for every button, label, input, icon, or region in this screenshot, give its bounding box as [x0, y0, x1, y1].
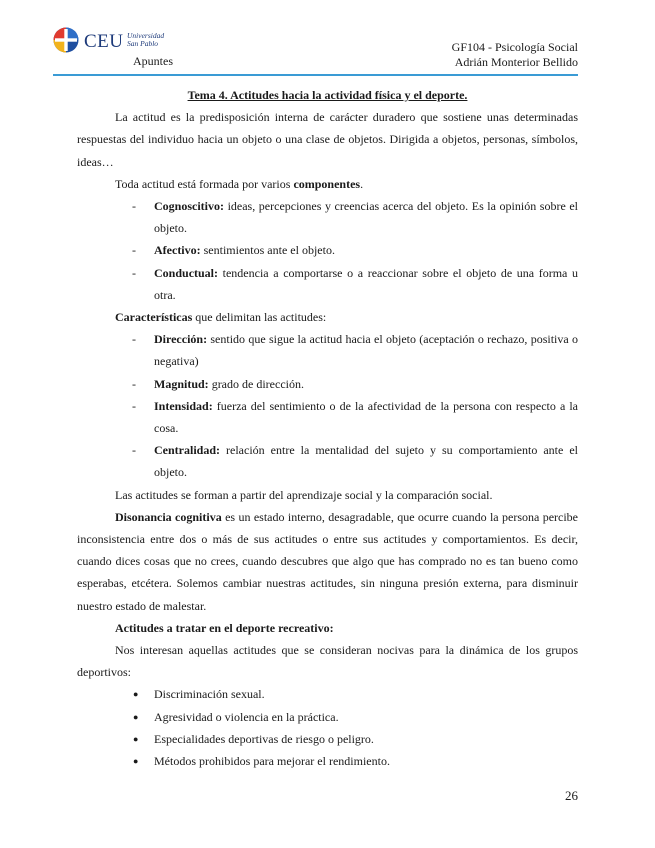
logo-subtitle: Universidad San Pablo [127, 31, 165, 48]
formation-paragraph: Las actitudes se forman a partir del aprendizaje social y la comparación social. [115, 487, 493, 502]
header-info [452, 40, 578, 70]
list-item: ● Discriminación sexual. [77, 683, 578, 705]
components-intro: Toda actitud está formada por varios componentes. [115, 176, 364, 191]
header-author: Adrián Monterior Bellido [454, 55, 578, 69]
list-item: - Afectivo: sentimientos ante el objeto. [77, 239, 578, 261]
recreational-heading: Actitudes a tratar en el deporte recreativo: [115, 620, 334, 635]
list-item: ● Agresividad o violencia en la práctica. [77, 706, 578, 728]
header-section-label: Apuntes [133, 54, 173, 68]
page-title: Tema 4. Actitudes hacia la actividad física y el deporte. [187, 88, 468, 102]
list-item: - Intensidad: fuerza del sentimiento o de la afectividad de la persona con respecto a la cosa. [77, 395, 578, 439]
document-body [77, 84, 578, 772]
list-item: - Dirección: sentido que sigue la actitud hacia el objeto (aceptación o rechazo, positiva o negativa) [77, 328, 578, 372]
list-item: - Magnitud: grado de dirección. [77, 373, 578, 395]
page-number: 26 [565, 788, 578, 803]
characteristics-list [77, 328, 578, 483]
list-item: ● Especialidades deportivas de riesgo o peligro. [77, 728, 578, 750]
list-item: - Cognoscitivo: ideas, percepciones y creencias acerca del objeto. Es la opinión sobre el objeto. [77, 195, 578, 239]
characteristics-intro: Características que delimitan las actitudes: [115, 310, 327, 325]
list-item: - Centralidad: relación entre la mentalidad del sujeto y su comportamiento ante el objeto. [77, 439, 578, 483]
list-item: ● Métodos prohibidos para mejorar el rendimiento. [77, 750, 578, 772]
list-item: - Conductual: tendencia a comportarse o a reaccionar sobre el objeto de una forma u otra. [77, 262, 578, 306]
recreational-list [77, 683, 578, 772]
recreational-intro: Nos interesan aquellas actitudes que se consideran nocivas para la dinámica de los grupos deportivos: [77, 643, 578, 680]
header-divider [53, 74, 578, 76]
components-list [77, 195, 578, 306]
dissonance-paragraph: Disonancia cognitiva es un estado interno, desagradable, que ocurre cuando la persona percibe inconsistencia entre dos o más de sus actitudes o entre sus actitudes y comportamientos. Es decir, cuando dices cosas que no crees, cuando descubres que algo que has comprado no es tan bueno como esperabas, etcétera. Solemos cambiar nuestras actitudes, sin ninguna presión externa, para disminuir nuestro estado de malestar. [77, 509, 578, 613]
ceu-logo-icon [53, 27, 79, 53]
intro-paragraph: La actitud es la predisposición interna de carácter duradero que sostiene unas determinadas respuestas del individuo hacia un objeto o una clase de objetos. Dirigida a objetos, personas, símbolos, ideas… [77, 110, 578, 169]
logo-wordmark: CEU [84, 31, 124, 52]
header-course: GF104 - Psicología Social [451, 40, 578, 54]
